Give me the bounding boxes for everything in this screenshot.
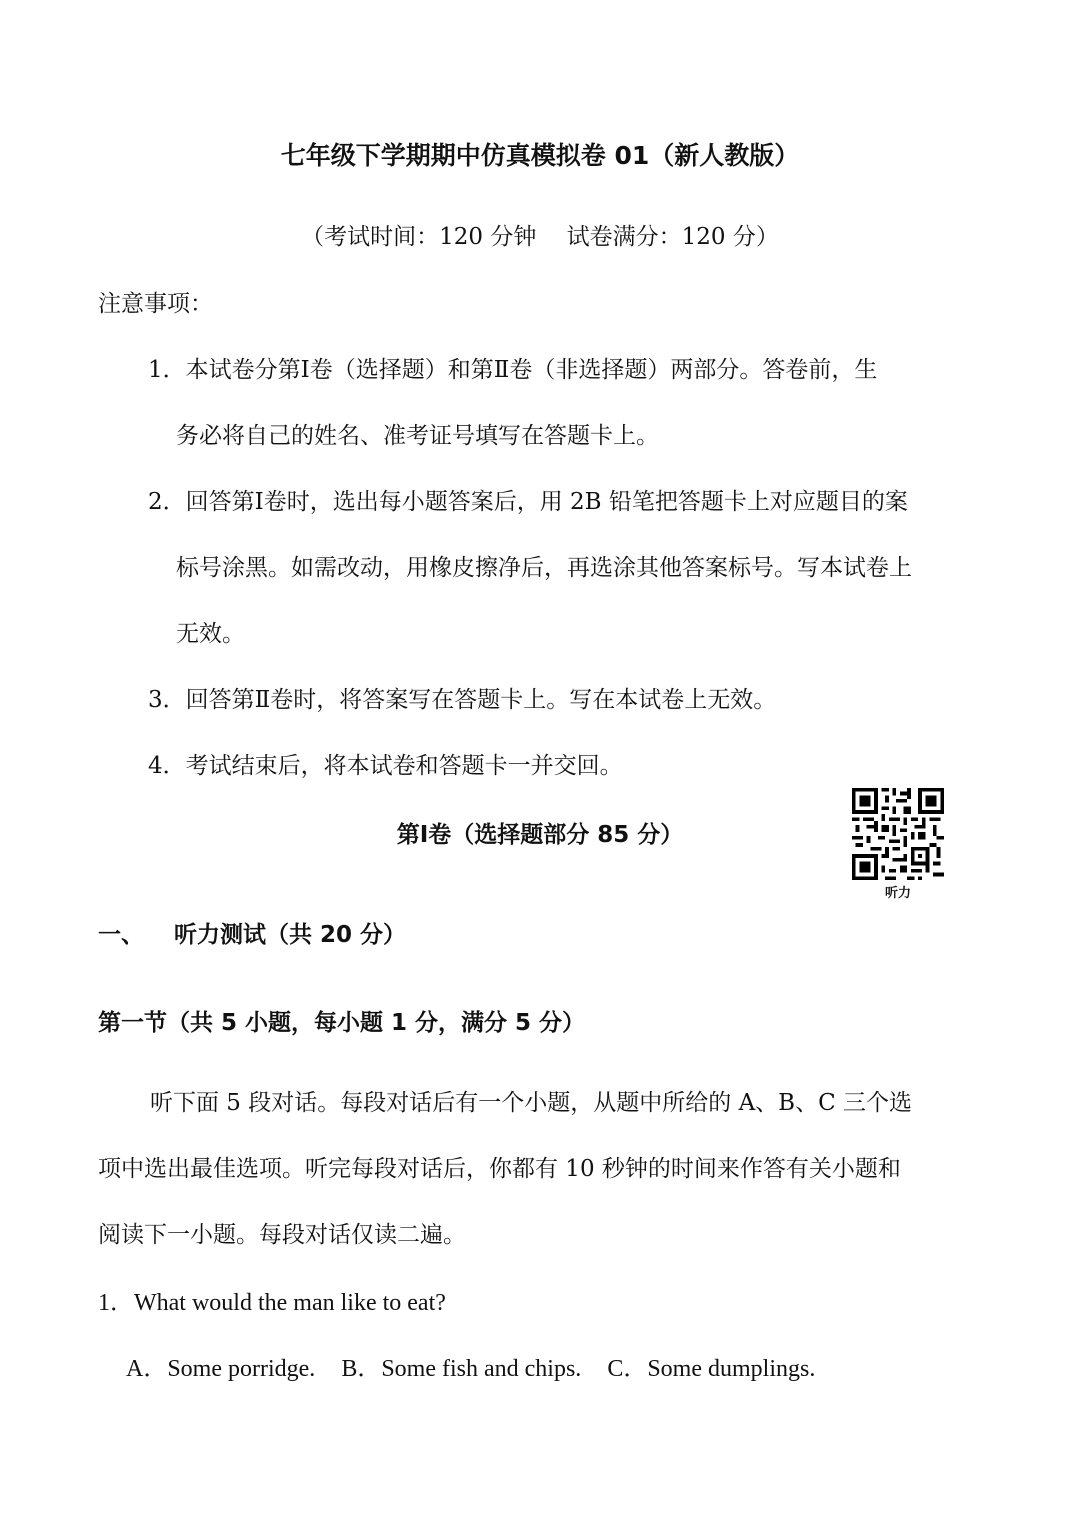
- page-title: 七年级下学期期中仿真模拟卷 01（新人教版）: [280, 141, 800, 170]
- exam-info: （考试时间：120 分钟 试卷满分：120 分）: [301, 224, 779, 250]
- notice-item-text: 考试结束后，将本试卷和答题卡一并交回。: [185, 753, 623, 779]
- qr-code-icon[interactable]: [852, 788, 944, 880]
- part-number: 一、: [98, 922, 144, 948]
- notice-item-4: [148, 747, 623, 780]
- option-a[interactable]: A．Some porridge.: [126, 1356, 316, 1382]
- notice-item-1-continued: 务必将自己的姓名、准考证号填写在答题卡上。: [176, 423, 659, 449]
- instructions-line-2: 项中选出最佳选项。听完每段对话后，你都有 10 秒钟的时间来作答有关小题和: [98, 1156, 901, 1182]
- notice-item-2: [148, 483, 908, 516]
- notice-item-2-continued: 标号涂黑。如需改动，用橡皮擦净后，再选涂其他答案标号。写本试卷上: [176, 555, 912, 581]
- notice-item-3: [148, 681, 776, 714]
- option-b[interactable]: B．Some fish and chips.: [341, 1356, 582, 1382]
- instructions-line-1: 听下面 5 段对话。每段对话后有一个小题，从题中所给的 A、B、C 三个选: [150, 1090, 912, 1116]
- section-title: 第Ⅰ卷（选择题部分 85 分）: [396, 822, 684, 848]
- notice-heading: 注意事项：: [98, 291, 213, 317]
- part-title: 听力测试（共 20 分）: [174, 922, 407, 948]
- notice-item-1: [148, 351, 877, 384]
- part-heading: [98, 916, 406, 949]
- notice-item-number: 2．: [148, 489, 186, 515]
- notice-item-2-continued-2: 无效。: [176, 621, 245, 647]
- notice-item-number: 3．: [148, 687, 186, 713]
- question-1-text: 1．What would the man like to eat?: [98, 1290, 446, 1316]
- subsection-heading: 第一节（共 5 小题，每小题 1 分，满分 5 分）: [98, 1010, 586, 1036]
- question-1-options: [126, 1348, 841, 1383]
- notice-item-number: 4．: [148, 753, 186, 779]
- instructions-line-3: 阅读下一小题。每段对话仅读二遍。: [98, 1222, 466, 1248]
- notice-item-text: 回答第Ⅰ卷时，选出每小题答案后，用 2B 铅笔把答题卡上对应题目的案: [185, 489, 908, 515]
- notice-item-number: 1．: [148, 357, 186, 383]
- option-c[interactable]: C．Some dumplings.: [607, 1356, 816, 1382]
- notice-item-text: 本试卷分第Ⅰ卷（选择题）和第Ⅱ卷（非选择题）两部分。答卷前，生: [185, 357, 878, 383]
- notice-item-text: 回答第Ⅱ卷时，将答案写在答题卡上。写在本试卷上无效。: [185, 687, 777, 713]
- qr-label: 听力: [884, 886, 911, 901]
